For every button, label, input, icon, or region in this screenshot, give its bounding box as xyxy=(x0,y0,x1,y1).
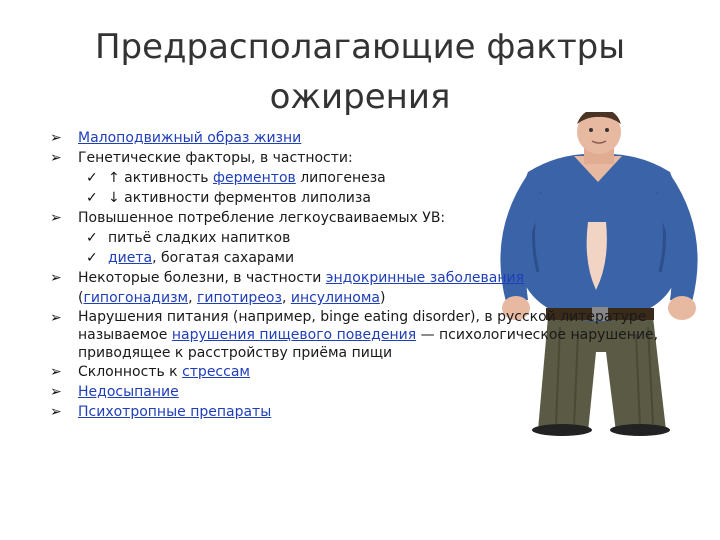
link-enzymes[interactable]: ферментов xyxy=(213,170,296,186)
diet-post: , богатая сахарами xyxy=(152,250,295,266)
lipogenesis-post: липогенеза xyxy=(295,170,386,186)
sub-item-sweet-drinks xyxy=(50,228,670,248)
eating-pre: Нарушения питания (например, binge eating disorder), в русской литературе называемое xyxy=(78,309,647,343)
factor-list xyxy=(50,128,670,422)
sub-item-lipogenesis xyxy=(50,168,670,188)
link-hypothyroidism[interactable]: гипотиреоз xyxy=(197,290,282,306)
arrow-bullet-icon: ➢ xyxy=(50,270,62,286)
link-hypogonadism[interactable]: гипогонадизм xyxy=(83,290,189,306)
arrow-bullet-icon: ➢ xyxy=(50,384,62,400)
arrow-bullet-icon: ➢ xyxy=(50,364,62,380)
slide-title xyxy=(60,22,660,122)
stress-pre: Склонность к xyxy=(78,364,183,380)
diseases-pre: Некоторые болезни, в частности xyxy=(78,270,326,286)
carbs-text: Повышенное потребление легкоусваиваемых УВ: xyxy=(78,210,446,226)
check-bullet-icon: ✓ xyxy=(86,190,98,206)
arrow-bullet-icon: ➢ xyxy=(50,130,62,146)
list-item-genetic xyxy=(50,148,670,168)
list-item-eating-disorders xyxy=(50,308,670,362)
link-eating-behavior-disorders[interactable]: нарушения пищевого поведения xyxy=(171,327,417,343)
check-bullet-icon: ✓ xyxy=(86,230,98,246)
sub-item-lipolysis xyxy=(50,188,670,208)
link-psychotropic-drugs[interactable]: Психотропные препараты xyxy=(78,404,272,420)
comma: , xyxy=(188,290,197,306)
paren-close: ) xyxy=(379,290,386,306)
link-diet[interactable]: диета xyxy=(108,250,153,266)
arrow-bullet-icon: ➢ xyxy=(50,150,62,166)
link-insulinoma[interactable]: инсулинома xyxy=(290,290,380,306)
title-line-2: ожирения xyxy=(269,77,451,117)
check-bullet-icon: ✓ xyxy=(86,250,98,266)
link-sleep-deprivation[interactable]: Недосыпание xyxy=(78,384,179,400)
lipolysis-text: ↓ активности ферментов липолиза xyxy=(108,190,371,206)
lipogenesis-pre: ↑ активность xyxy=(108,170,213,186)
check-bullet-icon: ✓ xyxy=(86,170,98,186)
list-item-carbs xyxy=(50,208,670,228)
comma: , xyxy=(281,290,291,306)
list-item-psychotropic xyxy=(50,402,670,422)
eating-post: — психологическое нарушение, приводящее к расстройству приёма пищи xyxy=(78,327,659,361)
title-line-1: Предрасполагающие фактры xyxy=(94,27,626,67)
sweet-drinks-text: питьё сладких напитков xyxy=(108,230,291,246)
link-sedentary-lifestyle[interactable]: Малоподвижный образ жизни xyxy=(78,130,302,146)
sub-item-diet xyxy=(50,248,670,268)
link-stress[interactable]: стрессам xyxy=(182,364,250,380)
list-item-sleep xyxy=(50,382,670,402)
arrow-bullet-icon: ➢ xyxy=(50,310,62,326)
list-item-stress xyxy=(50,362,670,382)
genetic-text: Генетические факторы, в частности: xyxy=(78,150,353,166)
arrow-bullet-icon: ➢ xyxy=(50,210,62,226)
arrow-bullet-icon: ➢ xyxy=(50,404,62,420)
list-item-diseases xyxy=(50,268,670,308)
list-item-sedentary xyxy=(50,128,670,148)
paren-open: ( xyxy=(78,290,84,306)
link-endocrine-diseases[interactable]: эндокринные заболевания xyxy=(325,270,525,286)
